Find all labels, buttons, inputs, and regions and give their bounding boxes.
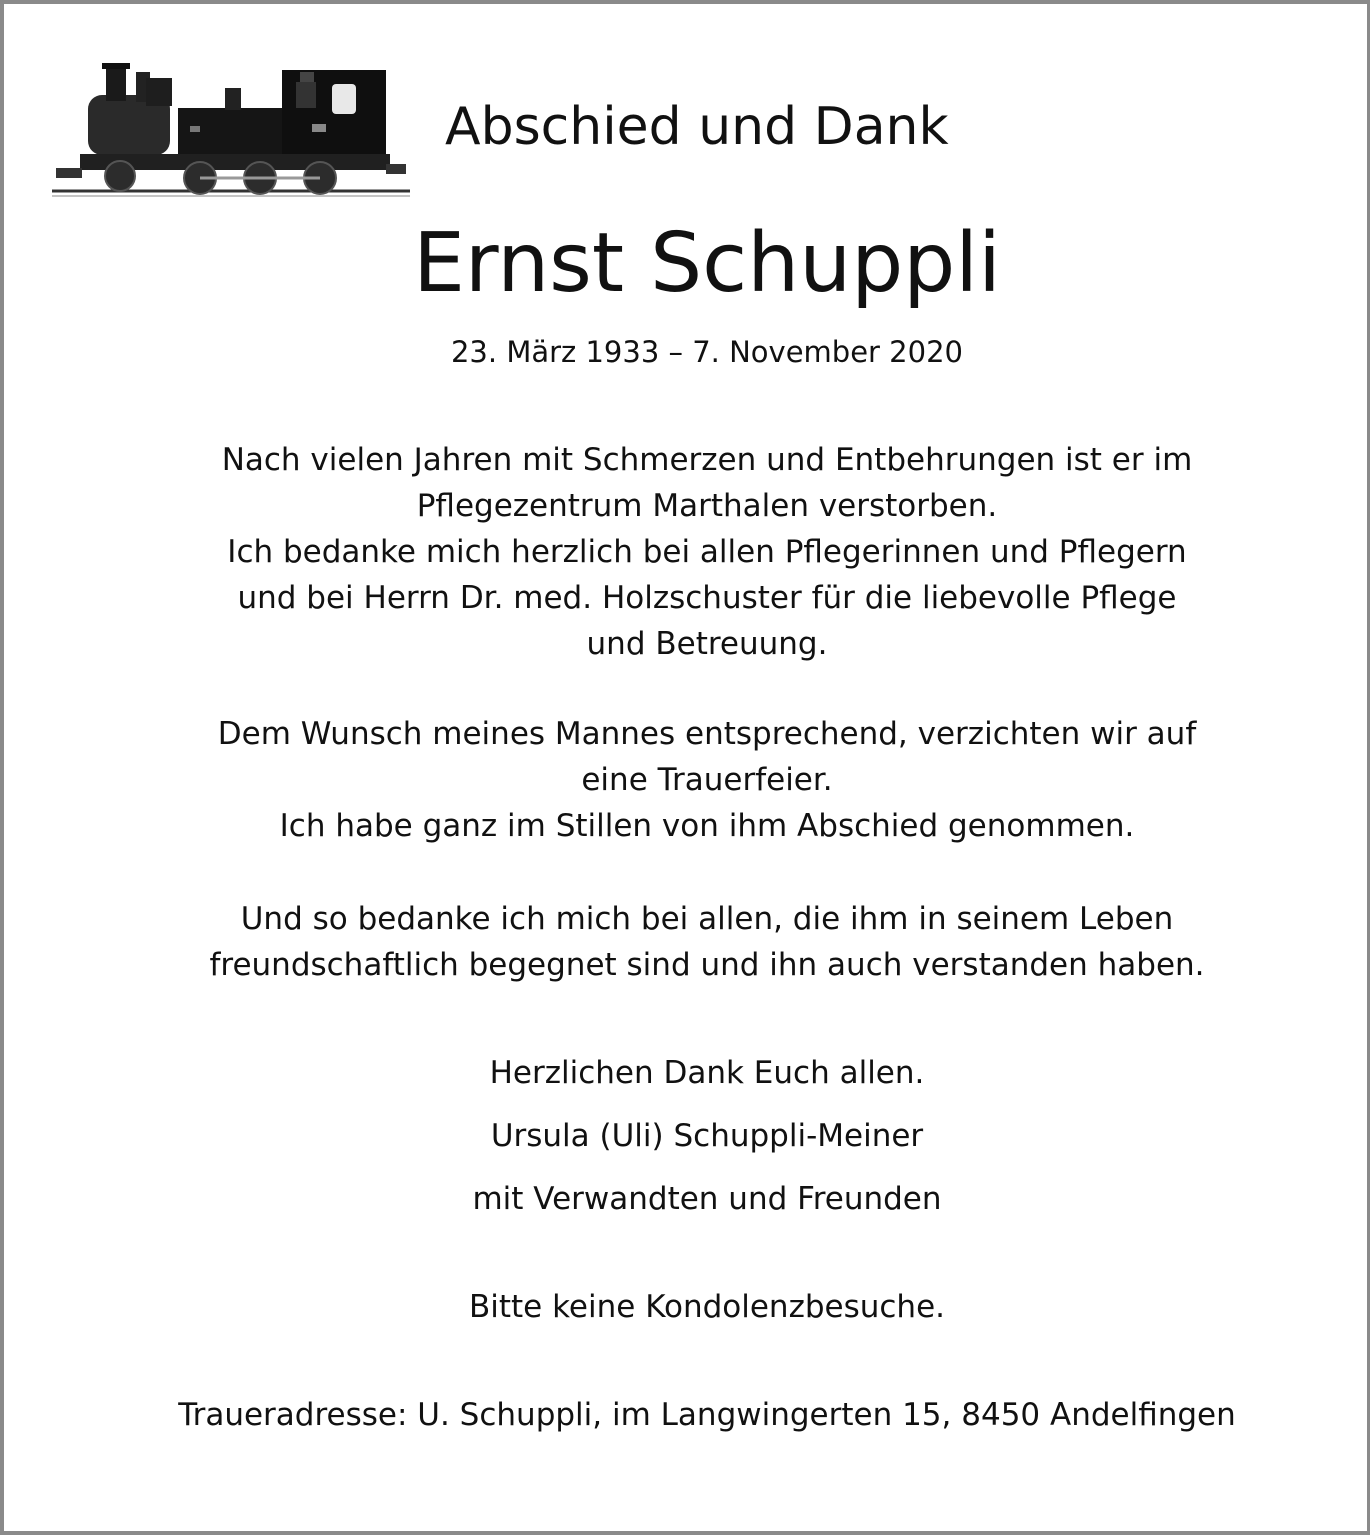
life-dates: 23. März 1933 – 7. November 2020 <box>450 335 963 369</box>
paragraph-line: und Betreuung. <box>586 626 828 662</box>
paragraph-line: Ich habe ganz im Stillen von ihm Abschied genommen. <box>279 808 1135 844</box>
paragraph-line: freundschaftlich begegnet sind und ihn auch verstanden haben. <box>209 947 1205 983</box>
signatory-name: Ursula (Uli) Schuppli-Meiner <box>490 1118 924 1154</box>
notice-headline: Abschied und Dank <box>445 97 949 157</box>
deceased-name: Ernst Schuppli <box>413 216 1001 311</box>
closing-thanks: Herzlichen Dank Euch allen. <box>489 1055 925 1091</box>
paragraph-3 <box>0 896 1370 988</box>
paragraph-line: Pflegezentrum Marthalen verstorben. <box>416 488 998 524</box>
paragraph-line: Dem Wunsch meines Mannes entsprechend, verzichten wir auf <box>217 716 1197 752</box>
paragraph-line: Nach vielen Jahren mit Schmerzen und Entbehrungen ist er im <box>221 442 1193 478</box>
paragraph-line: Und so bedanke ich mich bei allen, die ihm in seinem Leben <box>240 901 1174 937</box>
no-visits-notice: Bitte keine Kondolenzbesuche. <box>468 1289 946 1325</box>
paragraph-2 <box>0 711 1370 849</box>
paragraph-line: eine Trauerfeier. <box>581 762 833 798</box>
paragraph-line: und bei Herrn Dr. med. Holzschuster für die liebevolle Pflege <box>237 580 1177 616</box>
signatory-family: mit Verwandten und Freunden <box>472 1181 942 1217</box>
mourning-address: Traueradresse: U. Schuppli, im Langwingerten 15, 8450 Andelfingen <box>178 1397 1236 1433</box>
paragraph-1 <box>0 437 1370 667</box>
paragraph-line: Ich bedanke mich herzlich bei allen Pflegerinnen und Pflegern <box>227 534 1187 570</box>
steam-locomotive-icon <box>50 60 412 216</box>
